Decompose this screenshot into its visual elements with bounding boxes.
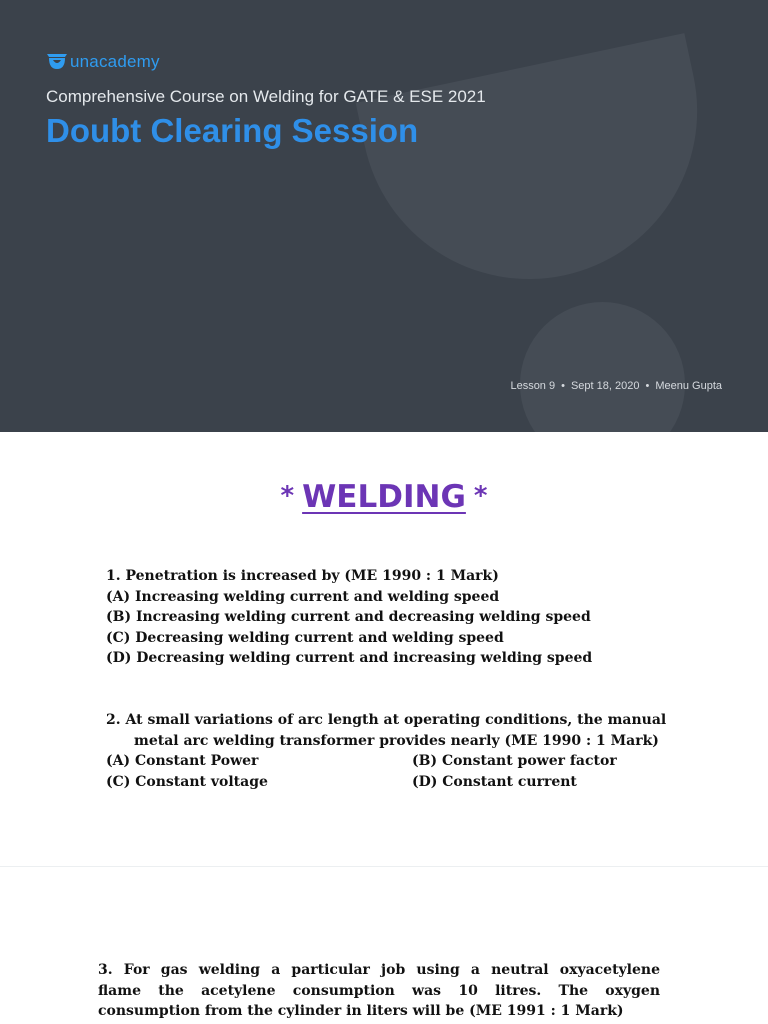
lesson-date: Sept 18, 2020 xyxy=(570,380,640,392)
question-text-continued: metal arc welding transformer provides nearly (ME 1990 : 1 Mark) xyxy=(134,732,659,749)
option-d: (D) Decreasing welding current and increasing welding speed xyxy=(106,650,593,666)
option-c: (C) Decreasing welding current and welding speed xyxy=(106,629,504,646)
options-grid xyxy=(106,751,706,792)
option-b: (B) Increasing welding current and decreasing welding speed xyxy=(106,609,591,625)
section-title: WELDING xyxy=(302,479,466,515)
brand-logo xyxy=(46,52,160,72)
course-title: Comprehensive Course on Welding for GATE & ESE 2021 xyxy=(46,87,486,106)
option-b: (B) Constant power factor xyxy=(412,753,617,769)
title-slide xyxy=(0,0,768,432)
question-text: 1. Penetration is increased by (ME 1990 : 1 Mark) xyxy=(106,568,499,584)
question-slide-2 xyxy=(0,867,768,1024)
session-title: Doubt Clearing Session xyxy=(46,112,419,149)
question-3 xyxy=(98,960,660,1022)
option-c: (C) Constant voltage xyxy=(106,773,268,790)
meta-separator: • xyxy=(645,380,650,392)
decorative-half-circle xyxy=(356,33,729,310)
option-a: (A) Increasing welding current and welding speed xyxy=(106,588,500,605)
option-d: (D) Constant current xyxy=(412,773,577,790)
lesson-number: Lesson 9 xyxy=(510,380,556,392)
lesson-meta xyxy=(510,380,722,392)
question-1 xyxy=(106,566,706,669)
question-text-continued: consumption from the cylinder in liters will be (ME 1991 : 1 Mark) xyxy=(98,1003,624,1019)
question-2 xyxy=(106,710,706,792)
question-text: 2. At small variations of arc length at operating conditions, the manual xyxy=(106,712,667,728)
unacademy-logo-icon xyxy=(46,52,68,72)
star-icon: * xyxy=(280,481,295,511)
option-a: (A) Constant Power xyxy=(106,753,259,769)
question-slide xyxy=(0,432,768,867)
brand-name: unacademy xyxy=(70,52,160,71)
question-text: 3. For gas welding a particular job using a neutral oxyacetylene xyxy=(98,962,660,978)
lesson-author: Meenu Gupta xyxy=(655,380,722,392)
meta-separator: • xyxy=(561,380,565,392)
star-icon: * xyxy=(473,481,488,511)
decorative-circle xyxy=(520,302,685,432)
question-text-continued: flame the acetylene consumption was 10 litres. The oxygen xyxy=(98,982,660,999)
section-heading xyxy=(0,479,768,515)
